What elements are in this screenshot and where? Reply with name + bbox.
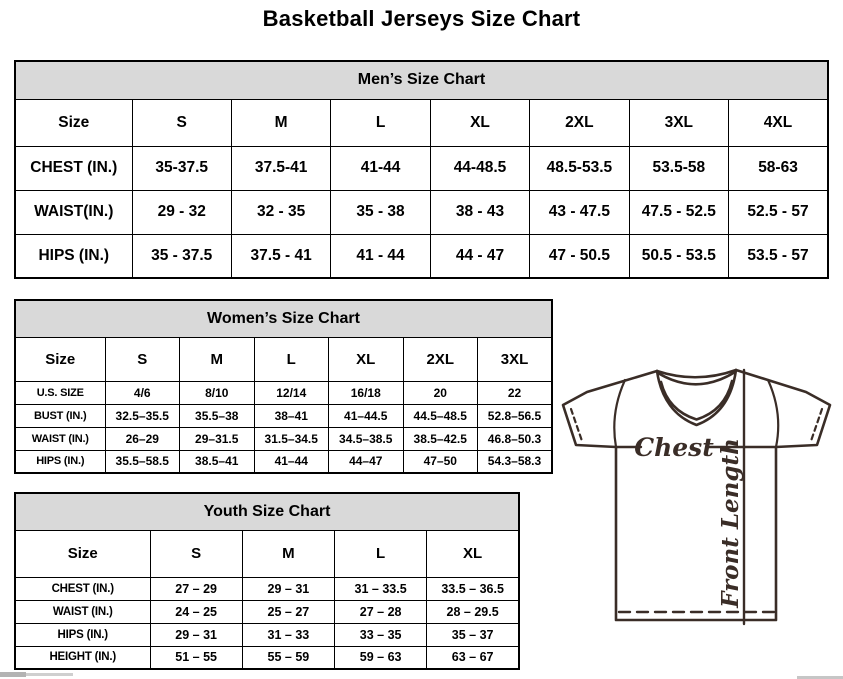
size-value-cell: 8/10 xyxy=(180,381,255,404)
size-value-cell: 63 – 67 xyxy=(427,646,519,669)
table-row xyxy=(15,623,519,646)
size-value-cell: 35 - 37.5 xyxy=(132,234,231,278)
size-value-cell: 54.3–58.3 xyxy=(478,450,553,473)
womens-size-chart-table xyxy=(14,299,553,474)
size-value-cell: 25 – 27 xyxy=(242,600,334,623)
chart-title-band: Youth Size Chart xyxy=(15,493,519,530)
size-value-cell: 31 – 33 xyxy=(242,623,334,646)
size-value-cell: 34.5–38.5 xyxy=(329,427,404,450)
table-row xyxy=(15,577,519,600)
table-row xyxy=(15,646,519,669)
front-length-label: Front Length xyxy=(717,438,744,608)
size-value-cell: 41-44 xyxy=(331,146,430,190)
size-value-cell: 26–29 xyxy=(105,427,180,450)
size-value-cell: 47 - 50.5 xyxy=(530,234,629,278)
measurement-row-label: WAIST (IN.) xyxy=(15,427,105,450)
size-column-header: 2XL xyxy=(403,337,478,381)
size-value-cell: 12/14 xyxy=(254,381,329,404)
size-value-cell: 22 xyxy=(478,381,553,404)
measurement-row-label: U.S. SIZE xyxy=(15,381,105,404)
size-value-cell: 33.5 – 36.5 xyxy=(427,577,519,600)
size-value-cell: 35 – 37 xyxy=(427,623,519,646)
size-value-cell: 44–47 xyxy=(329,450,404,473)
measurement-row-label: HIPS (IN.) xyxy=(15,623,150,646)
chart-title-band: Men’s Size Chart xyxy=(15,61,828,99)
size-column-header: 4XL xyxy=(729,99,828,146)
size-value-cell: 38–41 xyxy=(254,404,329,427)
size-column-header: L xyxy=(254,337,329,381)
table-row xyxy=(15,381,552,404)
size-column-header: XL xyxy=(430,99,529,146)
size-value-cell: 35-37.5 xyxy=(132,146,231,190)
size-corner-header: Size xyxy=(15,99,132,146)
measurement-row-label: BUST (IN.) xyxy=(15,404,105,427)
size-column-header: 3XL xyxy=(478,337,553,381)
size-value-cell: 29 – 31 xyxy=(242,577,334,600)
size-value-cell: 53.5 - 57 xyxy=(729,234,828,278)
size-column-header: 3XL xyxy=(629,99,728,146)
jersey-outline-icon xyxy=(557,361,840,628)
size-column-header: S xyxy=(132,99,231,146)
size-value-cell: 29 - 32 xyxy=(132,190,231,234)
size-column-header: M xyxy=(180,337,255,381)
size-value-cell: 35 - 38 xyxy=(331,190,430,234)
size-value-cell: 43 - 47.5 xyxy=(530,190,629,234)
table-row xyxy=(15,190,828,234)
size-value-cell: 33 – 35 xyxy=(335,623,427,646)
size-corner-header: Size xyxy=(15,337,105,381)
horizontal-scrollbar-track-fragment[interactable] xyxy=(26,673,73,676)
table-row xyxy=(15,600,519,623)
size-value-cell: 48.5-53.5 xyxy=(530,146,629,190)
size-value-cell: 35.5–58.5 xyxy=(105,450,180,473)
size-value-cell: 53.5-58 xyxy=(629,146,728,190)
size-column-header: 2XL xyxy=(530,99,629,146)
size-value-cell: 44-48.5 xyxy=(430,146,529,190)
table-row xyxy=(15,427,552,450)
measurement-row-label: HIPS (IN.) xyxy=(15,234,132,278)
size-value-cell: 31.5–34.5 xyxy=(254,427,329,450)
table-row xyxy=(15,234,828,278)
size-value-cell: 44 - 47 xyxy=(430,234,529,278)
measurement-row-label: CHEST (IN.) xyxy=(15,577,150,600)
table-row xyxy=(15,404,552,427)
size-value-cell: 4/6 xyxy=(105,381,180,404)
size-value-cell: 32.5–35.5 xyxy=(105,404,180,427)
size-column-header: XL xyxy=(427,530,519,577)
size-value-cell: 38.5–42.5 xyxy=(403,427,478,450)
size-value-cell: 38 - 43 xyxy=(430,190,529,234)
size-value-cell: 52.8–56.5 xyxy=(478,404,553,427)
size-value-cell: 16/18 xyxy=(329,381,404,404)
size-column-header: M xyxy=(231,99,330,146)
jersey-body-outline xyxy=(563,370,830,620)
chart-title-band: Women’s Size Chart xyxy=(15,300,552,337)
table-row xyxy=(15,450,552,473)
jersey-measurement-diagram xyxy=(557,361,840,628)
size-value-cell: 38.5–41 xyxy=(180,450,255,473)
page-title: Basketball Jerseys Size Chart xyxy=(262,6,581,31)
measurement-row-label: HEIGHT (IN.) xyxy=(15,646,150,669)
size-value-cell: 41–44.5 xyxy=(329,404,404,427)
size-value-cell: 47.5 - 52.5 xyxy=(629,190,728,234)
size-value-cell: 20 xyxy=(403,381,478,404)
size-corner-header: Size xyxy=(15,530,150,577)
chest-label: Chest xyxy=(634,433,714,462)
size-value-cell: 29–31.5 xyxy=(180,427,255,450)
size-value-cell: 41–44 xyxy=(254,450,329,473)
measurement-row-label: HIPS (IN.) xyxy=(15,450,105,473)
size-value-cell: 27 – 28 xyxy=(335,600,427,623)
size-value-cell: 35.5–38 xyxy=(180,404,255,427)
size-value-cell: 51 – 55 xyxy=(150,646,242,669)
size-column-header: L xyxy=(331,99,430,146)
size-value-cell: 24 – 25 xyxy=(150,600,242,623)
size-value-cell: 46.8–50.3 xyxy=(478,427,553,450)
size-value-cell: 41 - 44 xyxy=(331,234,430,278)
size-value-cell: 44.5–48.5 xyxy=(403,404,478,427)
size-value-cell: 29 – 31 xyxy=(150,623,242,646)
size-value-cell: 32 - 35 xyxy=(231,190,330,234)
size-value-cell: 28 – 29.5 xyxy=(427,600,519,623)
size-column-header: M xyxy=(242,530,334,577)
table-row xyxy=(15,146,828,190)
size-value-cell: 58-63 xyxy=(729,146,828,190)
horizontal-scrollbar-fragment-left[interactable] xyxy=(0,672,26,677)
size-column-header: S xyxy=(105,337,180,381)
mens-size-chart-table xyxy=(14,60,829,279)
measurement-row-label: WAIST(IN.) xyxy=(15,190,132,234)
youth-size-chart-table xyxy=(14,492,520,670)
size-column-header: S xyxy=(150,530,242,577)
measurement-row-label: CHEST (IN.) xyxy=(15,146,132,190)
size-value-cell: 55 – 59 xyxy=(242,646,334,669)
size-value-cell: 47–50 xyxy=(403,450,478,473)
size-value-cell: 52.5 - 57 xyxy=(729,190,828,234)
size-column-header: L xyxy=(335,530,427,577)
size-value-cell: 50.5 - 53.5 xyxy=(629,234,728,278)
size-value-cell: 37.5-41 xyxy=(231,146,330,190)
size-column-header: XL xyxy=(329,337,404,381)
size-value-cell: 31 – 33.5 xyxy=(335,577,427,600)
size-value-cell: 27 – 29 xyxy=(150,577,242,600)
size-value-cell: 37.5 - 41 xyxy=(231,234,330,278)
measurement-row-label: WAIST (IN.) xyxy=(15,600,150,623)
size-value-cell: 59 – 63 xyxy=(335,646,427,669)
